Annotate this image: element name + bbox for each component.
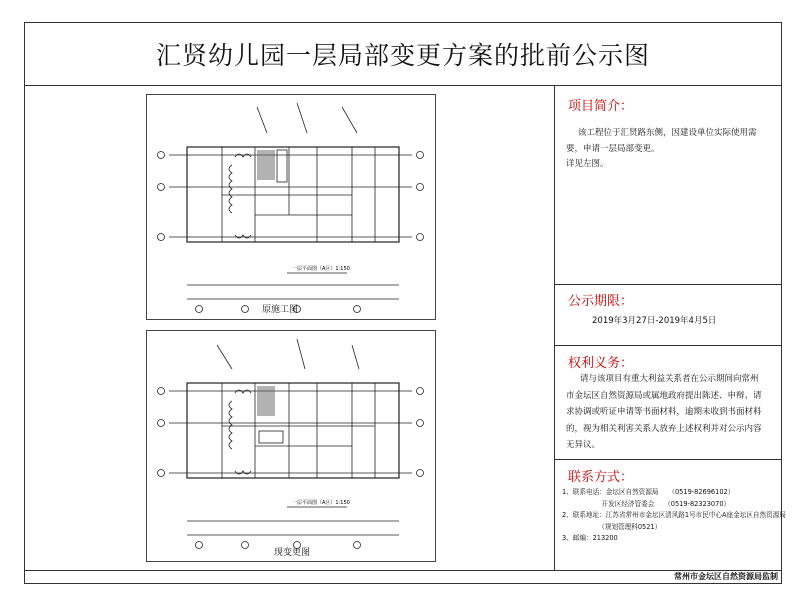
rights-text: [566, 371, 762, 454]
rights-line: 的，视为相关利害关系人放弃上述权利并对公示内容: [566, 423, 762, 434]
contact-text: [562, 487, 786, 545]
rights-line: 请与该项目有重大利益关系者在公示期间向常州: [580, 374, 759, 384]
intro-heading: 项目简介：: [568, 99, 634, 114]
rights-line: 无异议。: [566, 440, 601, 450]
intro-text: [566, 126, 757, 173]
contact-line: 开发区经济管委会 （0519-82323070）: [562, 499, 731, 508]
contact-line: 3、邮编：213200: [562, 534, 618, 542]
divider-intro: [554, 284, 782, 285]
plan-label: 一层平面图（A区）1:150: [292, 500, 350, 506]
revised-floor-plan: [147, 331, 435, 561]
intro-line: 要，申请一层局部变更。: [566, 143, 660, 154]
contact-line: 1、联系电话：金坛区自然资源局 （0519-82696102）: [562, 488, 735, 496]
revised-drawing: [146, 330, 436, 562]
footer-credit: 常州市金坛区自然资源局监制: [674, 572, 778, 581]
intro-line: 详见左图。: [566, 159, 609, 169]
rights-heading: 权利义务：: [568, 356, 634, 371]
rights-line: 求协调或听证申请等书面材料，逾期未收到书面材料: [566, 407, 762, 417]
revised-drawing-caption: 现变更图: [274, 548, 311, 558]
rights-line: 市金坛区自然资源局或属地政府提出陈述、申辩、请: [566, 390, 762, 401]
plan-label: 一层平面图（A区）1:150: [292, 266, 350, 272]
contact-line: 2、联系地址：江苏省常州市金坛区清风路1号市民中心A座金坛区自然资源局: [562, 511, 786, 519]
intro-line: 该工程位于汇贤路东侧，因建设单位实际使用需: [578, 128, 757, 138]
divider-period: [554, 345, 782, 346]
contact-line: （规划管理科0521）: [562, 522, 662, 531]
original-floor-plan: [147, 95, 435, 319]
column-divider: [554, 86, 555, 570]
period-heading: 公示期限：: [568, 294, 634, 309]
original-drawing: [146, 94, 436, 320]
divider-rights: [554, 459, 782, 460]
original-drawing-caption: 原施工图: [262, 305, 299, 315]
contact-heading: 联系方式：: [568, 470, 634, 485]
period-text: 2019年3月27日-2019年4月5日: [592, 316, 717, 326]
footer-divider: [24, 570, 782, 571]
page-title: 汇贤幼儿园一层局部变更方案的批前公示图: [24, 22, 782, 86]
